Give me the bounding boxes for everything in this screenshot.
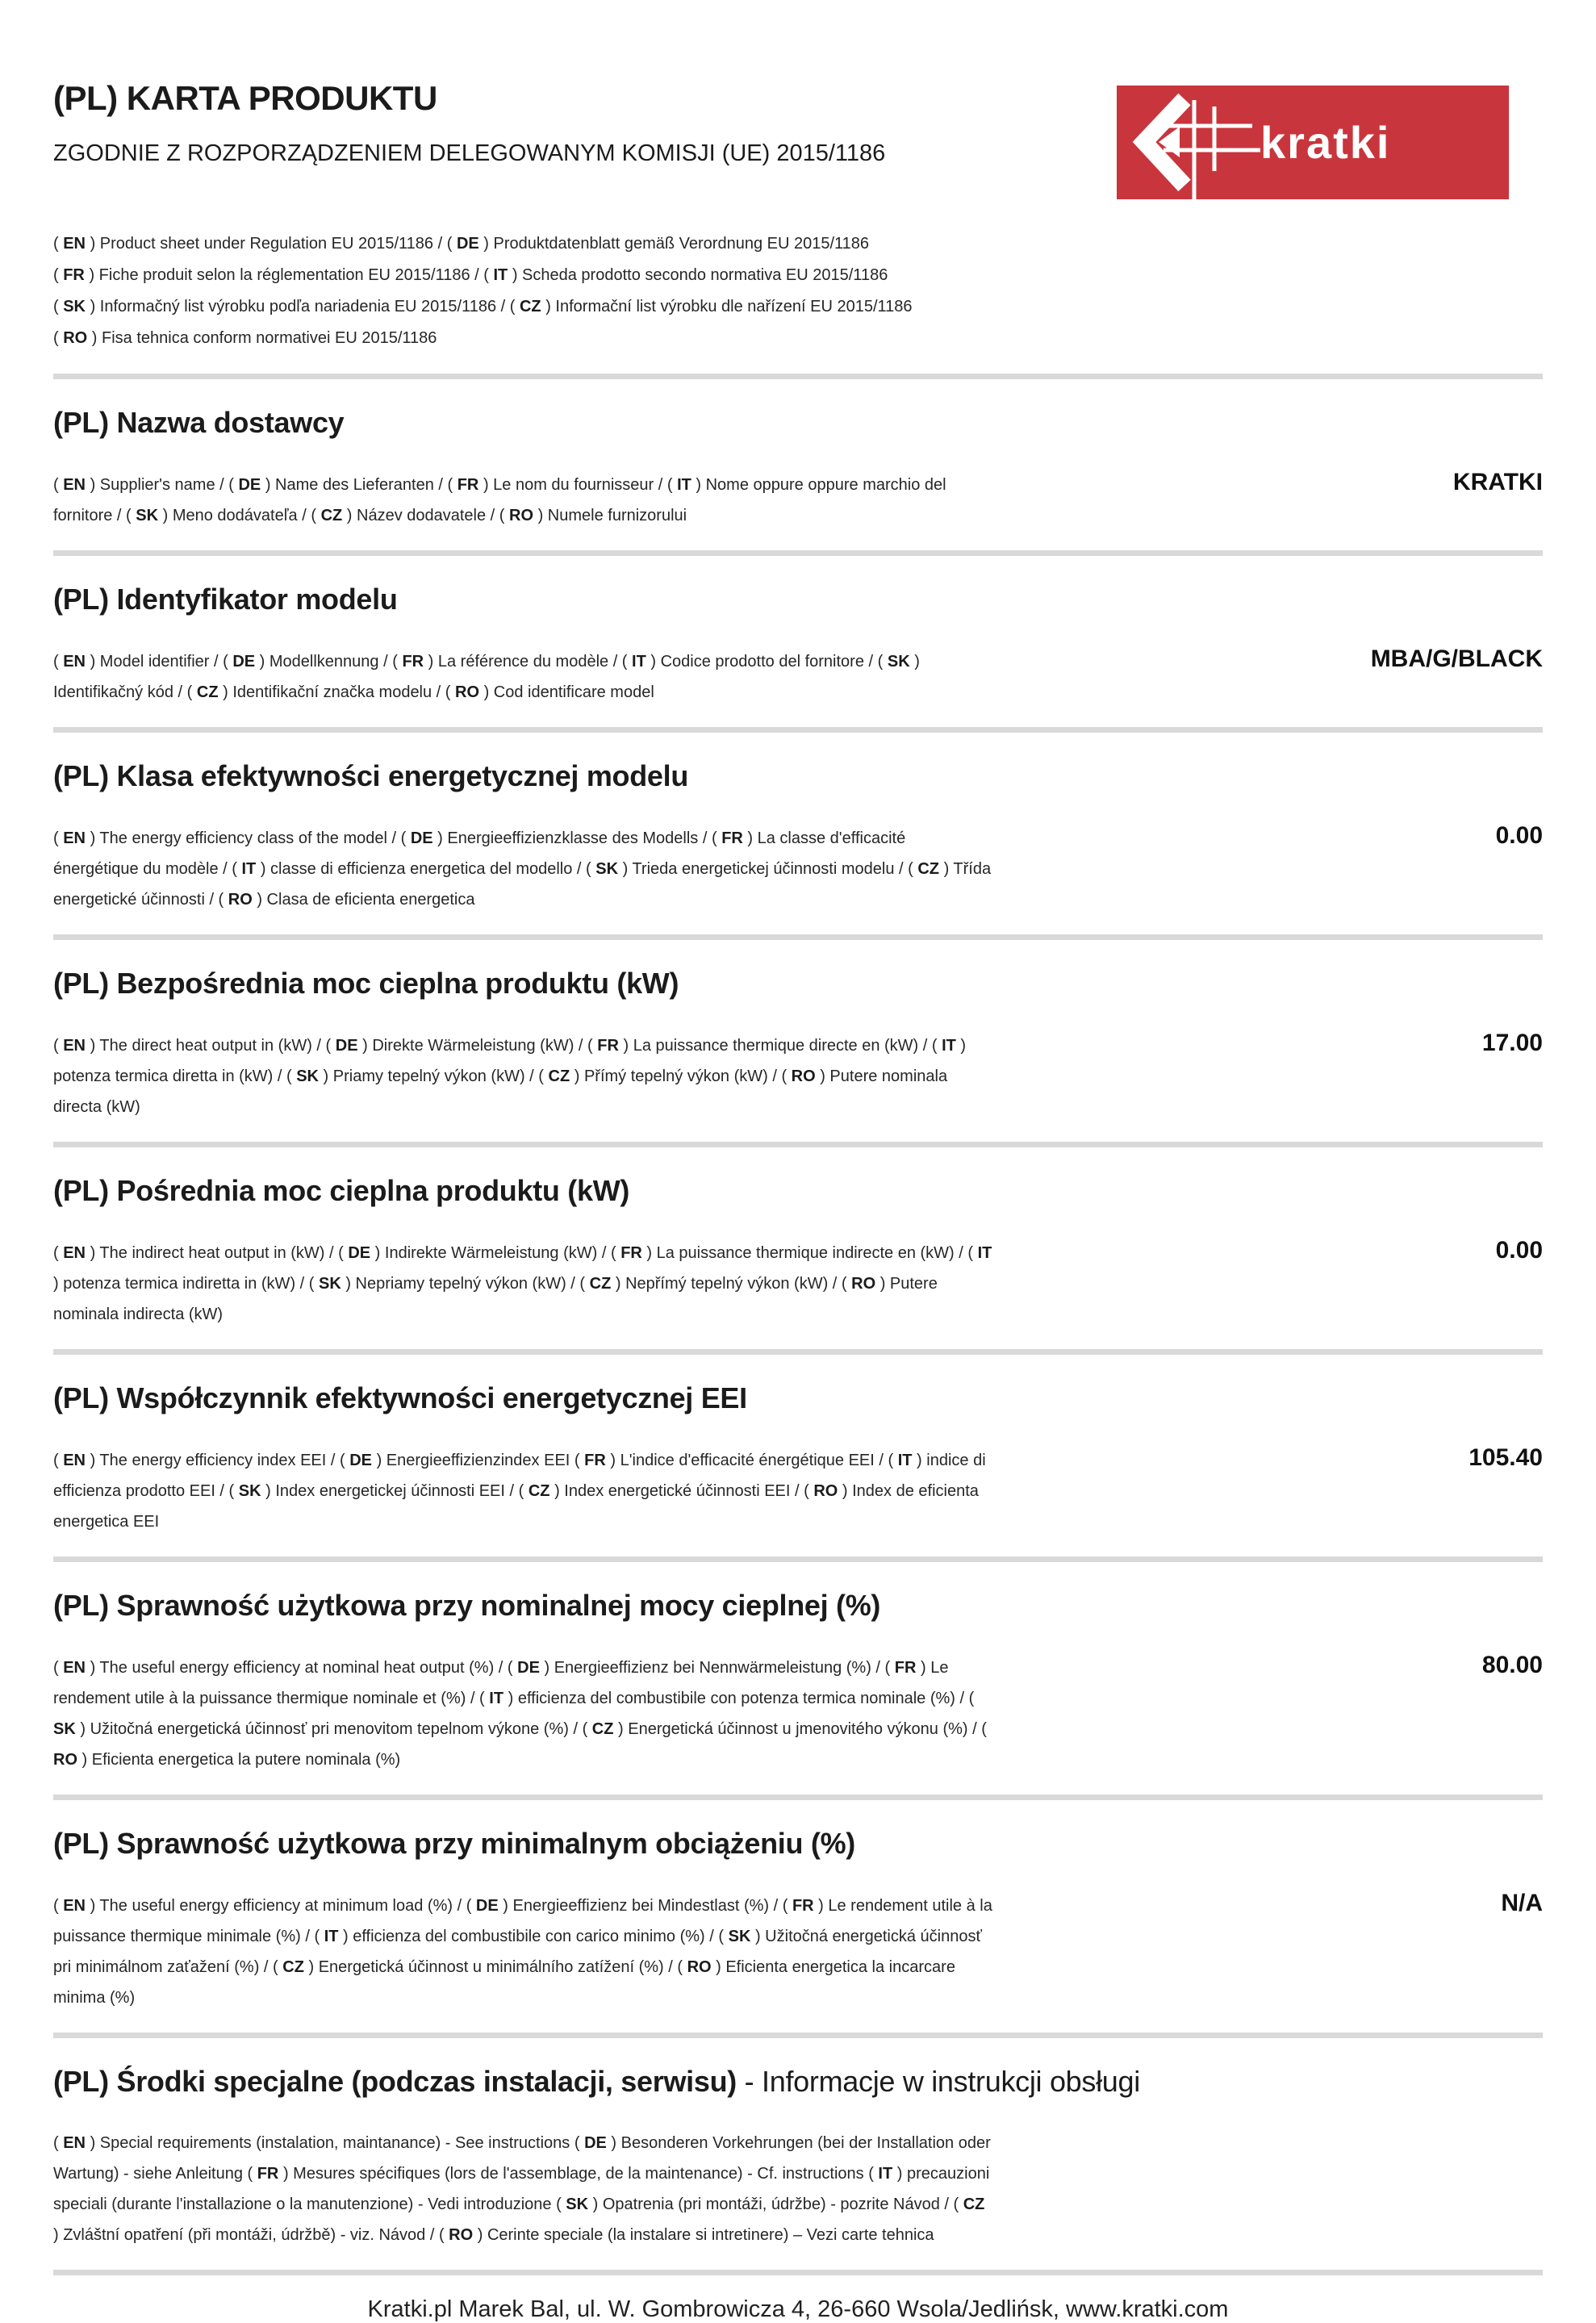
intro-line-sk-cz: ( SK ) Informačný list výrobku podľa nariadenia EU 2015/1186 / ( CZ ) Informační list výrobku dle nařízení EU 2015/1186 bbox=[53, 298, 913, 315]
section-special-requirements bbox=[53, 2038, 1543, 2275]
section-title: (PL) Klasa efektywności energetycznej modelu bbox=[53, 759, 689, 792]
section-description: ( EN ) The energy efficiency index EEI / ( DE ) Energieeffizienzindex EEI ( FR ) L'indice d'efficacité énergétique EEI / ( IT ) indice di efficienza prodotto EEI / ( SK ) Index energetickej účinnosti EEI / ( CZ ) Index energetické účinnosti EEI / ( RO ) Index de eficienta energetica EEI bbox=[53, 1452, 986, 1531]
section-value: 17.00 bbox=[1481, 1030, 1543, 1056]
section-title: (PL) Współczynnik efektywności energetycznej EEI bbox=[53, 1381, 747, 1414]
section-value: KRATKI bbox=[1452, 469, 1543, 495]
regulation-intro bbox=[53, 228, 1543, 354]
section-title: (PL) Środki specjalne (podczas instalacji, serwisu) - Informacje w instrukcji obsługi bbox=[53, 2065, 1140, 2098]
section-model-identifier bbox=[53, 556, 1543, 733]
brand-logo bbox=[1117, 86, 1509, 199]
section-direct-heat-output bbox=[53, 940, 1543, 1147]
section-value: N/A bbox=[1501, 1890, 1543, 1916]
section-description: ( EN ) The useful energy efficiency at nominal heat output (%) / ( DE ) Energieeffizienz bei Nennwärmeleistung (%) / ( FR ) Le rendement utile à la puissance thermique nominale et (%) / ( IT ) efficienza del combustibile con potenza termica nominale (%) / ( SK ) Užitočná energetická účinnosť pri menovitom tepelnom výkone (%) / ( CZ ) Energetická účinnost u jmenovitého výkonu (%) / ( RO ) Eficienta energetica la putere nominala (%) bbox=[53, 1659, 987, 1769]
section-title: (PL) Bezpośrednia moc cieplna produktu (kW) bbox=[53, 967, 679, 1000]
section-value: MBA/G/BLACK bbox=[1370, 646, 1543, 672]
section-indirect-heat-output bbox=[53, 1147, 1543, 1355]
section-title: (PL) Pośrednia moc cieplna produktu (kW) bbox=[53, 1174, 630, 1207]
section-value: 0.00 bbox=[1495, 822, 1543, 849]
section-title: (PL) Identyfikator modelu bbox=[53, 583, 398, 616]
section-value: 0.00 bbox=[1495, 1237, 1543, 1264]
section-description: ( EN ) The useful energy efficiency at minimum load (%) / ( DE ) Energieeffizienz bei Mindestlast (%) / ( FR ) Le rendement utile à la puissance thermique minimale (%) / ( IT ) efficienza del combustibile con carico minimo (%) / ( SK ) Užitočná energetická účinnosť pri minimálnom zaťažení (%) / ( CZ ) Energetická účinnost u minimálního zatížení (%) / ( RO ) Eficienta energetica la incarcare minima (%) bbox=[53, 1897, 992, 2007]
intro-line-ro: ( RO ) Fisa tehnica conform normativei EU 2015/1186 bbox=[53, 329, 437, 347]
section-efficiency-nominal bbox=[53, 1562, 1543, 1800]
divider bbox=[53, 374, 1543, 379]
section-description: ( EN ) Supplier's name / ( DE ) Name des Lieferanten / ( FR ) Le nom du fournisseur / ( IT ) Nome oppure oppure marchio del fornitore / ( SK ) Meno dodávateľa / ( CZ ) Název dodavatele / ( RO ) Numele furnizorului bbox=[53, 476, 946, 524]
page-title: (PL) KARTA PRODUKTU bbox=[53, 79, 437, 117]
header bbox=[53, 0, 1543, 199]
section-value: 80.00 bbox=[1481, 1652, 1543, 1678]
section-description: ( EN ) The direct heat output in (kW) / ( DE ) Direkte Wärmeleistung (kW) / ( FR ) La puissance thermique directe en (kW) / ( IT ) potenza termica diretta in (kW) / ( SK ) Priamy tepelný výkon (kW) / ( CZ ) Přímý tepelný výkon (kW) / ( RO ) Putere nominala directa (kW) bbox=[53, 1037, 967, 1116]
section-description: ( EN ) The energy efficiency class of the model / ( DE ) Energieeffizienzklasse des Modells / ( FR ) La classe d'efficacité énergétique du modèle / ( IT ) classe di efficienza energetica del modello / ( SK ) Trieda energetickej účinnosti modelu / ( CZ ) Třída energetické účinnosti / ( RO ) Clasa de eficienta energetica bbox=[53, 829, 992, 909]
section-title: (PL) Sprawność użytkowa przy nominalnej mocy cieplnej (%) bbox=[53, 1589, 881, 1622]
section-description: ( EN ) Model identifier / ( DE ) Modellkennung / ( FR ) La référence du modèle / ( IT ) Codice prodotto del fornitore / ( SK ) Identifikačný kód / ( CZ ) Identifikační značka modelu / ( RO ) Cod identificare model bbox=[53, 653, 920, 701]
page-subtitle: ZGODNIE Z ROZPORZĄDZENIEM DELEGOWANYM KOMISJI (UE) 2015/1186 bbox=[53, 140, 886, 166]
header-text-block bbox=[53, 74, 885, 167]
section-eei-index bbox=[53, 1355, 1543, 1562]
section-energy-class bbox=[53, 733, 1543, 940]
section-description: ( EN ) Special requirements (instalation, maintanance) - See instructions ( DE ) Besonderen Vorkehrungen (bei der Installation oder Wartung) - siehe Anleitung ( FR ) Mesures spécifiques (lors de l'assemblage, de la maintenance) - Cf. instructions ( IT ) precauzioni speciali (durante l'installazione o la manutenzione) - Vedi introduzione ( SK ) Opatrenia (pri montáži, údržbe) - pozrite Návod / ( CZ ) Zvláštní opatření (při montáži, údržbě) - viz. Návod / ( RO ) Cerinte speciale (la instalare si intretinere) – Vezi carte tehnica bbox=[53, 2134, 991, 2244]
kratki-logo-icon bbox=[1117, 86, 1509, 199]
footer-address: Kratki.pl Marek Bal, ul. W. Gombrowicza 4, 26-660 Wsola/Jedlińsk, www.kratki.com bbox=[367, 2296, 1229, 2322]
intro-line-fr-it: ( FR ) Fiche produit selon la réglementation EU 2015/1186 / ( IT ) Scheda prodotto secondo normativa EU 2015/1186 bbox=[53, 266, 888, 284]
section-value: 105.40 bbox=[1469, 1444, 1543, 1471]
section-title: (PL) Nazwa dostawcy bbox=[53, 406, 345, 439]
section-efficiency-minimum bbox=[53, 1800, 1543, 2038]
intro-line-en-de: ( EN ) Product sheet under Regulation EU 2015/1186 / ( DE ) Produktdatenblatt gemäß Verordnung EU 2015/1186 bbox=[53, 235, 870, 253]
logo-wordmark: kratki bbox=[1260, 117, 1391, 168]
section-supplier-name bbox=[53, 379, 1543, 556]
section-description: ( EN ) The indirect heat output in (kW) / ( DE ) Indirekte Wärmeleistung (kW) / ( FR ) La puissance thermique indirecte en (kW) / ( IT ) potenza termica indiretta in (kW) / ( SK ) Nepriamy tepelný výkon (kW) / ( CZ ) Nepřímý tepelný výkon (kW) / ( RO ) Putere nominala indirecta (kW) bbox=[53, 1244, 992, 1323]
section-title: (PL) Sprawność użytkowa przy minimalnym obciążeniu (%) bbox=[53, 1827, 855, 1860]
